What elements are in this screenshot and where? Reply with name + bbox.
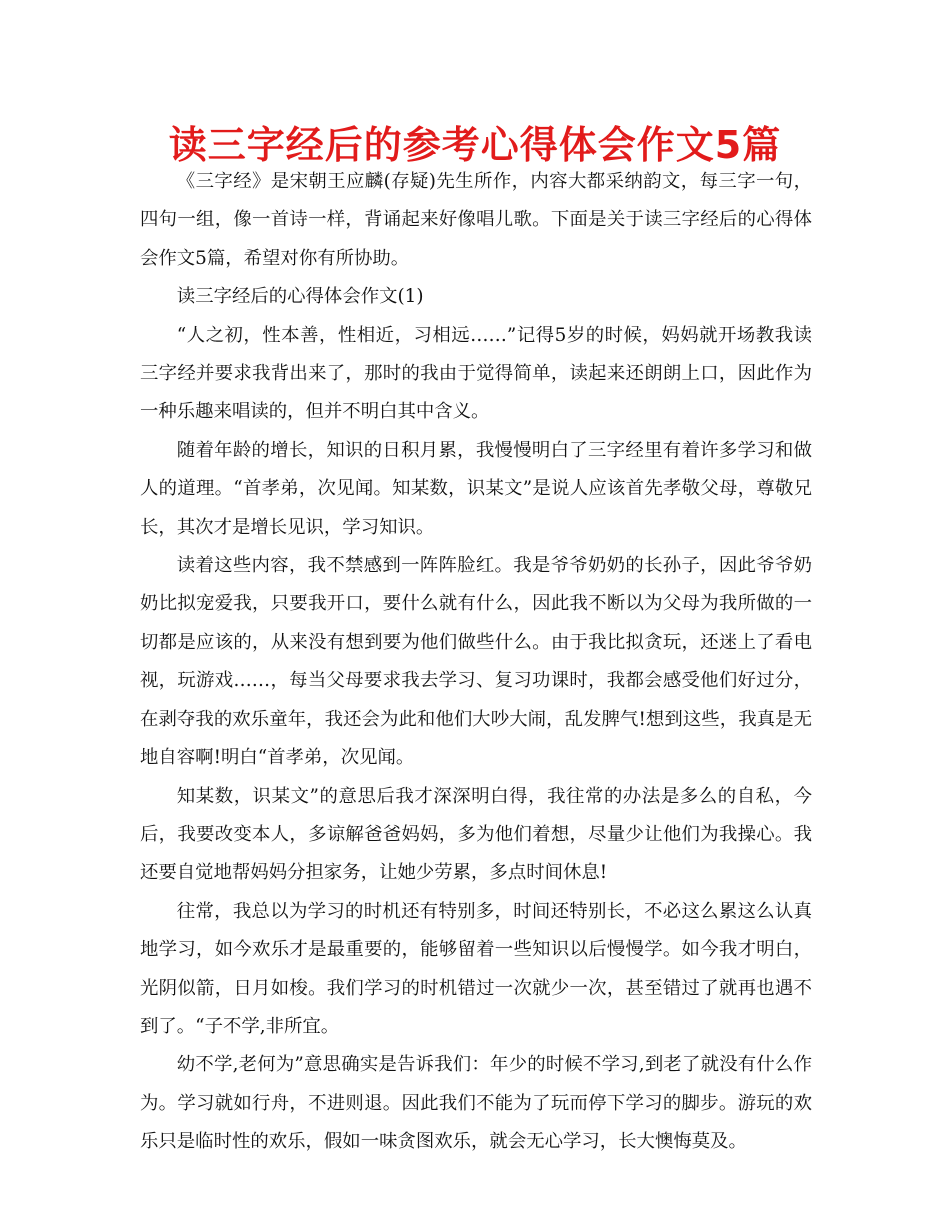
document-title: 读三字经后的参考心得体会作文5篇 — [168, 123, 782, 167]
document-body — [140, 163, 812, 1162]
section-heading: 读三字经后的心得体会作文(1) — [176, 286, 424, 308]
paragraph-intro: 《三字经》是宋朝王应麟(存疑)先生所作，内容大都采纳韵文，每三字一句，四句一组，像一首诗一样，背诵起来好像唱儿歌。下面是关于读三字经后的心得体会作文5篇，希望对你有所协助。 — [140, 171, 812, 269]
paragraph: 读着这些内容，我不禁感到一阵阵脸红。我是爷爷奶奶的长孙子，因此爷爷奶奶比拟宠爱我，只要我开口，要什么就有什么，因此我不断以为父母为我所做的一切都是应该的，从来没有想到要为他们做些什么。由于我比拟贪玩，还迷上了看电视，玩游戏……，每当父母要求我去学习、复习功课时，我都会感受他们好过分，在剥夺我的欢乐童年，我还会为此和他们大吵大闹，乱发脾气!想到这些，我真是无地自容啊!明白“首孝弟，次见闻。 — [140, 555, 812, 769]
paragraph: 往常，我总以为学习的时机还有特别多，时间还特别长，不必这么累这么认真地学习，如今欢乐才是最重要的，能够留着一些知识以后慢慢学。如今我才明白，光阴似箭，日月如梭。我们学习的时机错过一次就少一次，甚至错过了就再也遇不到了。“子不学,非所宜。 — [140, 900, 812, 1037]
paragraph: 幼不学,老何为”意思确实是告诉我们：年少的时候不学习,到老了就没有什么作为。学习就如行舟，不进则退。因此我们不能为了玩而停下学习的脚步。游玩的欢乐只是临时性的欢乐，假如一味贪图欢乐，就会无心学习，长大懊悔莫及。 — [140, 1054, 812, 1153]
paragraph: 随着年龄的增长，知识的日积月累，我慢慢明白了三字经里有着许多学习和做人的道理。“首孝弟，次见闻。知某数，识某文”是说人应该首先孝敬父母，尊敬兄长，其次才是增长见识，学习知识。 — [140, 439, 812, 538]
paragraph: “人之初，性本善，性相近，习相远……”记得5岁的时候，妈妈就开场教我读三字经并要求我背出来了，那时的我由于觉得简单，读起来还朗朗上口，因此作为一种乐趣来唱读的，但并不明白其中含义。 — [140, 324, 812, 423]
paragraph: 知某数，识某文”的意思后我才深深明白得，我往常的办法是多么的自私，今后，我要改变本人，多谅解爸爸妈妈，多为他们着想，尽量少让他们为我操心。我还要自觉地帮妈妈分担家务，让她少劳累，多点时间休息! — [140, 785, 812, 884]
